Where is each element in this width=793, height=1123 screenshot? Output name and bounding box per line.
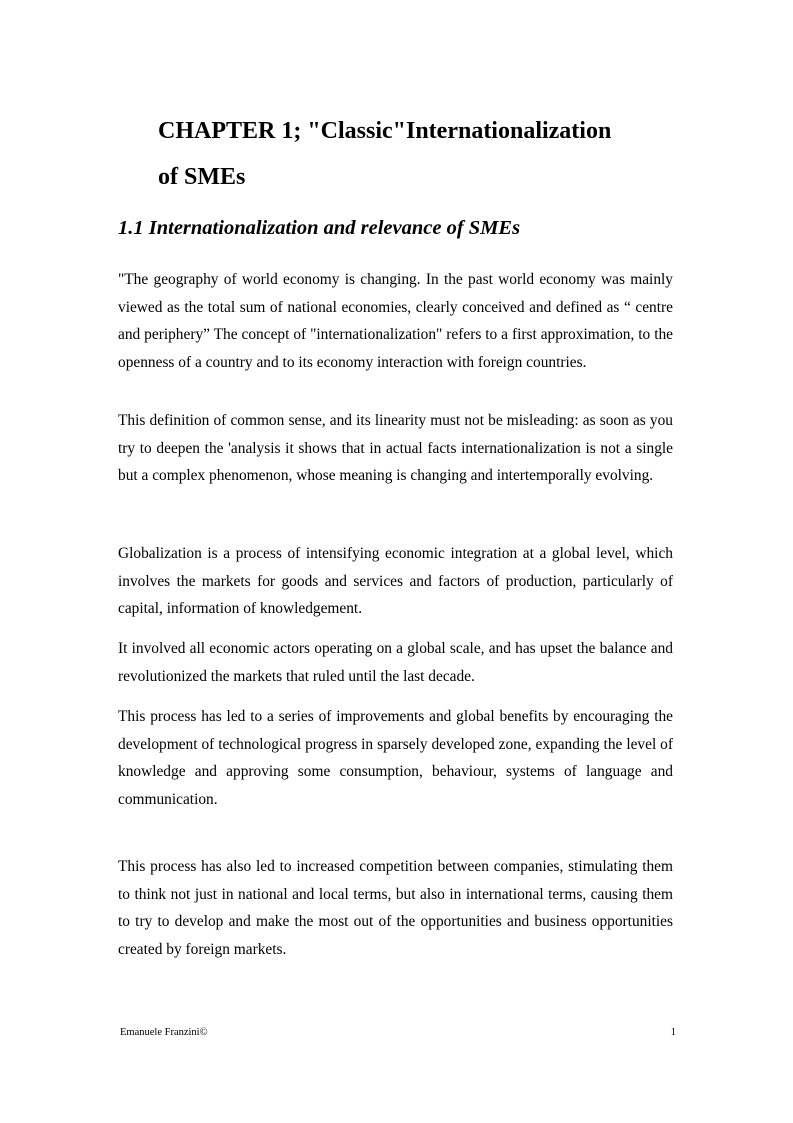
footer-author: Emanuele Franzini©: [120, 1027, 208, 1038]
paragraph-5: This process has led to a series of improvements and global benefits by encouraging the development of technological progress in sparsely developed zone, expanding the level of knowledge and approving some consumption, behaviour, systems of language and communication.: [118, 708, 673, 808]
paragraph-6: This process has also led to increased competition between companies, stimulating them to think not just in national and local terms, but also in international terms, causing them to try to develop and make the most out of the opportunities and business opportunities created by foreign markets.: [118, 858, 673, 958]
paragraph-1: "The geography of world economy is changing. In the past world economy was mainly viewed as the total sum of national economies, clearly conceived and defined as “ centre and periphery” The concept of "internationalization" refers to a first approximation, to the openness of a country and to its economy interaction with foreign countries.: [118, 271, 673, 371]
page-number: 1: [670, 1027, 676, 1038]
chapter-title: [158, 108, 678, 200]
section-heading: 1.1 Internationalization and relevance of SMEs: [118, 217, 521, 239]
paragraph-2: This definition of common sense, and its linearity must not be misleading: as soon as you try to deepen the 'analysis it shows that in actual facts internationalization is not a single but a complex phenomenon, whose meaning is changing and intertemporally evolving.: [118, 412, 673, 485]
chapter-title-line-1: CHAPTER 1; "Classic"Internationalization: [158, 118, 612, 144]
paragraph-3: Globalization is a process of intensifying economic integration at a global level, which involves the markets for goods and services and factors of production, particularly of capital, information of knowledgement.: [118, 545, 673, 618]
chapter-title-line-2: of SMEs: [158, 164, 246, 190]
paragraph-4: It involved all economic actors operating on a global scale, and has upset the balance and revolutionized the markets that ruled until the last decade.: [118, 640, 673, 685]
page-footer: [120, 1027, 676, 1043]
